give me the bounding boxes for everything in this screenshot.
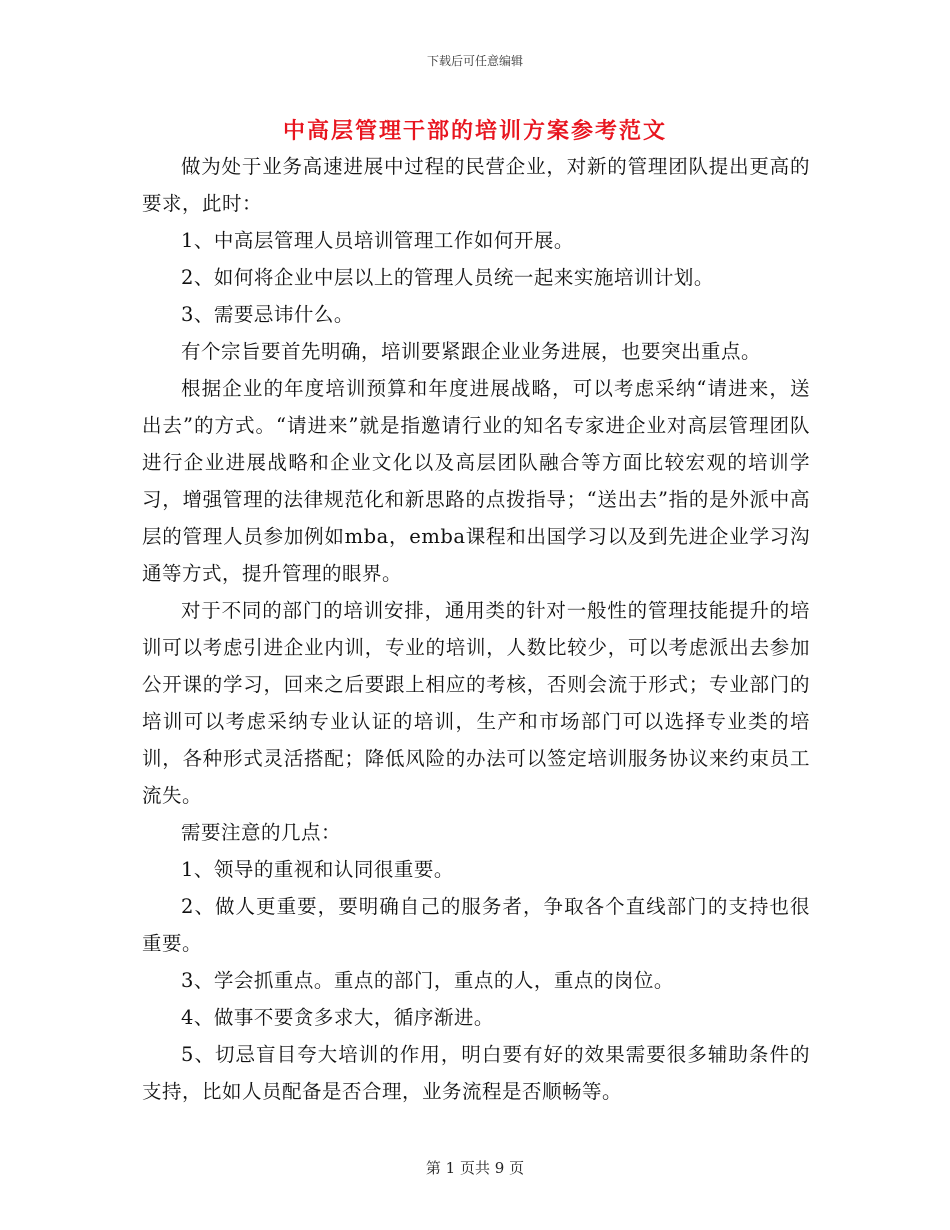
- paragraph-note-3: 3、学会抓重点。重点的部门，重点的人，重点的岗位。: [181, 969, 674, 992]
- paragraph-intro: 做为处于业务高速进展中过程的民营企业，对新的管理团队提出更高的要求，此时：: [142, 155, 810, 215]
- paragraph-question-1: 1、中高层管理人员培训管理工作如何开展。: [181, 229, 574, 252]
- header-note: 下载后可任意编辑: [426, 54, 523, 68]
- paragraph-question-2: 2、如何将企业中层以上的管理人员统一起来实施培训计划。: [181, 266, 714, 289]
- paragraph-note-4: 4、做事不要贪多求大，循序渐进。: [181, 1006, 494, 1029]
- paragraph-question-3: 3、需要忌讳什么。: [181, 303, 354, 326]
- paragraph-principle: 有个宗旨要首先明确，培训要紧跟企业业务进展，也要突出重点。: [181, 340, 762, 363]
- page-number-footer: 第 1 页共 9 页: [425, 1159, 525, 1177]
- paragraph-note-5: 5、切忌盲目夸大培训的作用，明白要有好的效果需要很多辅助条件的支持，比如人员配备是否合理，业务流程是否顺畅等。: [142, 1043, 810, 1103]
- document-title: 中高层管理干部的培训方案参考范文: [282, 118, 667, 144]
- paragraph-notes-heading: 需要注意的几点：: [181, 821, 342, 844]
- paragraph-department-arrangement: 对于不同的部门的培训安排，通用类的针对一般性的管理技能提升的培训可以考虑引进企业内训，专业的培训，人数比较少，可以考虑派出去参加公开课的学习，回来之后要跟上相应的考核，否则会流于形式；专业部门的培训可以考虑采纳专业认证的培训，生产和市场部门可以选择专业类的培训，各种形式灵活搭配；降低风险的办法可以签定培训服务协议来约束员工流失。: [142, 599, 810, 807]
- document-body: [142, 148, 810, 1110]
- paragraph-note-2: 2、做人更重要，要明确自己的服务者，争取各个直线部门的支持也很重要。: [142, 895, 810, 955]
- paragraph-strategy: 根据企业的年度培训预算和年度进展战略，可以考虑采纳“请进来，送出去”的方式。“请进来”就是指邀请行业的知名专家进企业对高层管理团队进行企业进展战略和企业文化以及高层团队融合等方面比较宏观的培训学习，增强管理的法律规范化和新思路的点拨指导；“送出去”指的是外派中高层的管理人员参加例如mba，emba课程和出国学习以及到先进企业学习沟通等方式，提升管理的眼界。: [142, 377, 810, 585]
- paragraph-note-1: 1、领导的重视和认同很重要。: [181, 858, 454, 881]
